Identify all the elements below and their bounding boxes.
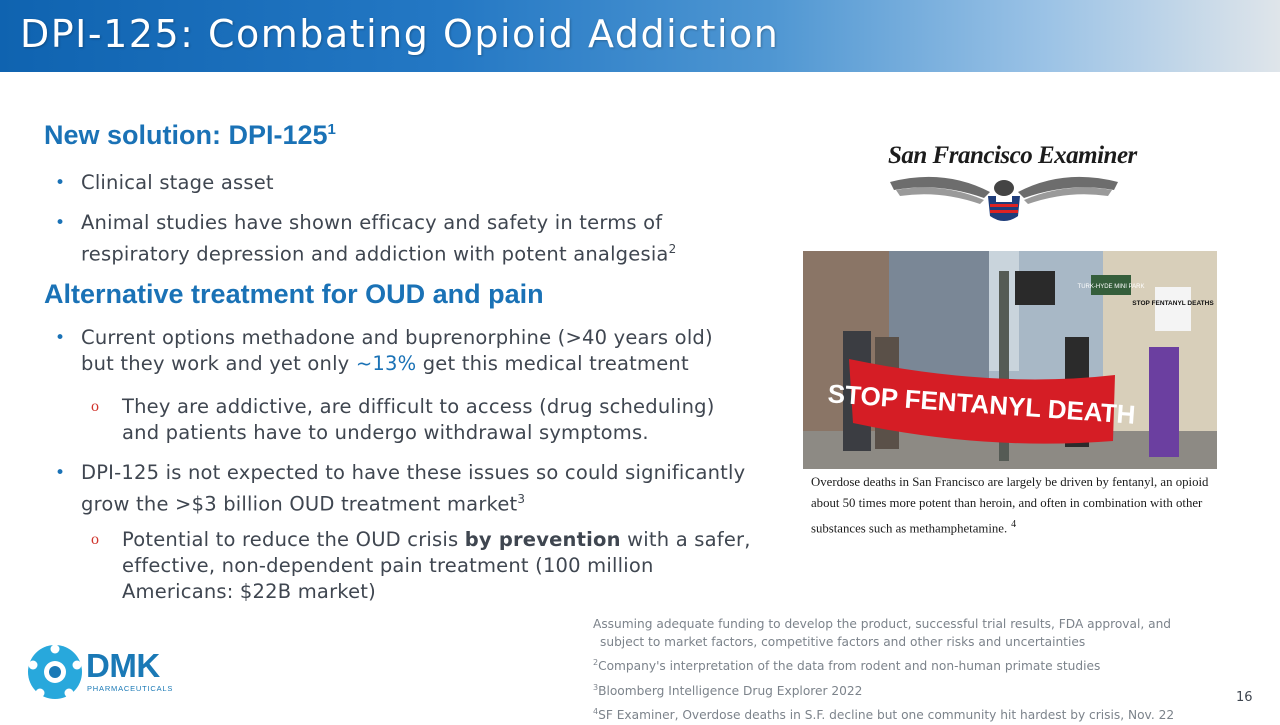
company-logo: [26, 643, 186, 703]
footnote-text: SF Examiner, Overdose deaths in S.F. decline but one community hit hardest by crisis, Nov. 22: [598, 708, 1175, 723]
footnote-text: Bloomberg Intelligence Drug Explorer 2022: [598, 683, 863, 698]
sub-bullet-item: [91, 394, 752, 446]
bullet-dot-icon: •: [55, 213, 66, 233]
footnote-number: 2: [593, 658, 599, 667]
protest-photo: [803, 251, 1217, 469]
bullet-text: Animal studies have shown efficacy and safety in terms of respiratory depression and addiction with potent analgesia: [81, 211, 669, 266]
bullet-dot-icon: •: [55, 463, 66, 483]
bullet-text: Current options methadone and buprenorphine (>40 years old) but they work and yet only: [81, 326, 713, 375]
heading-text: New solution: DPI-125: [44, 120, 328, 150]
bullet-item: [55, 170, 751, 196]
sub-bullet-circle-icon: o: [91, 531, 100, 548]
sub-bullet-circle-icon: o: [91, 398, 100, 415]
section-heading-alternative-treatment: Alternative treatment for OUD and pain: [44, 279, 544, 309]
bullet-item: [55, 460, 751, 518]
highlight-percentage: ~13%: [355, 352, 417, 375]
footnote-2: [593, 654, 1233, 676]
section-heading-new-solution: [44, 120, 336, 151]
footnote-number: 3: [593, 682, 599, 692]
footnote-ref: 1: [327, 121, 336, 138]
newspaper-logo: [884, 138, 1137, 228]
footnote-1-continued: subject to market factors, competitive factors and other risks and uncertainties: [600, 634, 1086, 649]
molecule-logo-icon: [26, 643, 84, 701]
footnote-text: Company's interpretation of the data from rodent and non-human primate studies: [598, 659, 1101, 674]
footnote-ref: 2: [668, 242, 677, 256]
bullet-text: Clinical stage asset: [81, 171, 274, 194]
footnote-3: [593, 679, 1233, 701]
street-sign-text: TURK-HYDE MINI PARK: [1077, 284, 1145, 290]
footnote-ref: 4: [1011, 519, 1017, 530]
bullet-text: with a safer, effective, non-dependent pain treatment (100 million Americans: $22B market): [122, 528, 751, 603]
bold-phrase: by prevention: [464, 528, 621, 551]
protest-sign-text: STOP FENTANYL DEATHS: [1132, 300, 1214, 307]
footnote-4: [593, 703, 1233, 725]
footnotes: [593, 616, 1233, 725]
logo-subtitle: PHARMACEUTICALS: [87, 684, 174, 693]
bullet-text: Potential to reduce the OUD crisis: [122, 528, 465, 551]
bullet-text: get this medical treatment: [416, 352, 689, 375]
slide-title: DPI-125: Combating Opioid Addiction: [20, 12, 780, 56]
banner-text: STOP FENTANYL DEATH: [826, 378, 1137, 430]
photo-caption: [811, 472, 1216, 539]
footnote-ref: 3: [517, 492, 526, 506]
page-number: 16: [1236, 690, 1253, 705]
eagle-icon: [884, 138, 1124, 228]
sub-bullet-item: [91, 527, 752, 605]
footnote-1: Assuming adequate funding to develop the product, successful trial results, FDA approval, and: [593, 617, 1172, 631]
logo-wordmark: DMK: [86, 647, 160, 684]
bullet-item: [55, 325, 751, 377]
bullet-dot-icon: •: [55, 173, 66, 193]
footnote-number: 4: [593, 707, 599, 717]
bullet-text: They are addictive, are difficult to access (drug scheduling) and patients have to undergo withdrawal symptoms.: [122, 395, 715, 444]
bullet-item: [55, 210, 751, 268]
bullet-dot-icon: •: [55, 328, 66, 348]
caption-text: Overdose deaths in San Francisco are largely be driven by fentanyl, an opioid about 50 times more potent than heroin, and often in combination with other substances such as methamphetamine.: [811, 475, 1209, 536]
bullet-text: DPI-125 is not expected to have these issues so could significantly grow the >$3 billion OUD treatment market: [81, 461, 746, 516]
title-bar: [0, 0, 1280, 72]
newspaper-name: San Francisco Examiner: [888, 142, 1137, 169]
